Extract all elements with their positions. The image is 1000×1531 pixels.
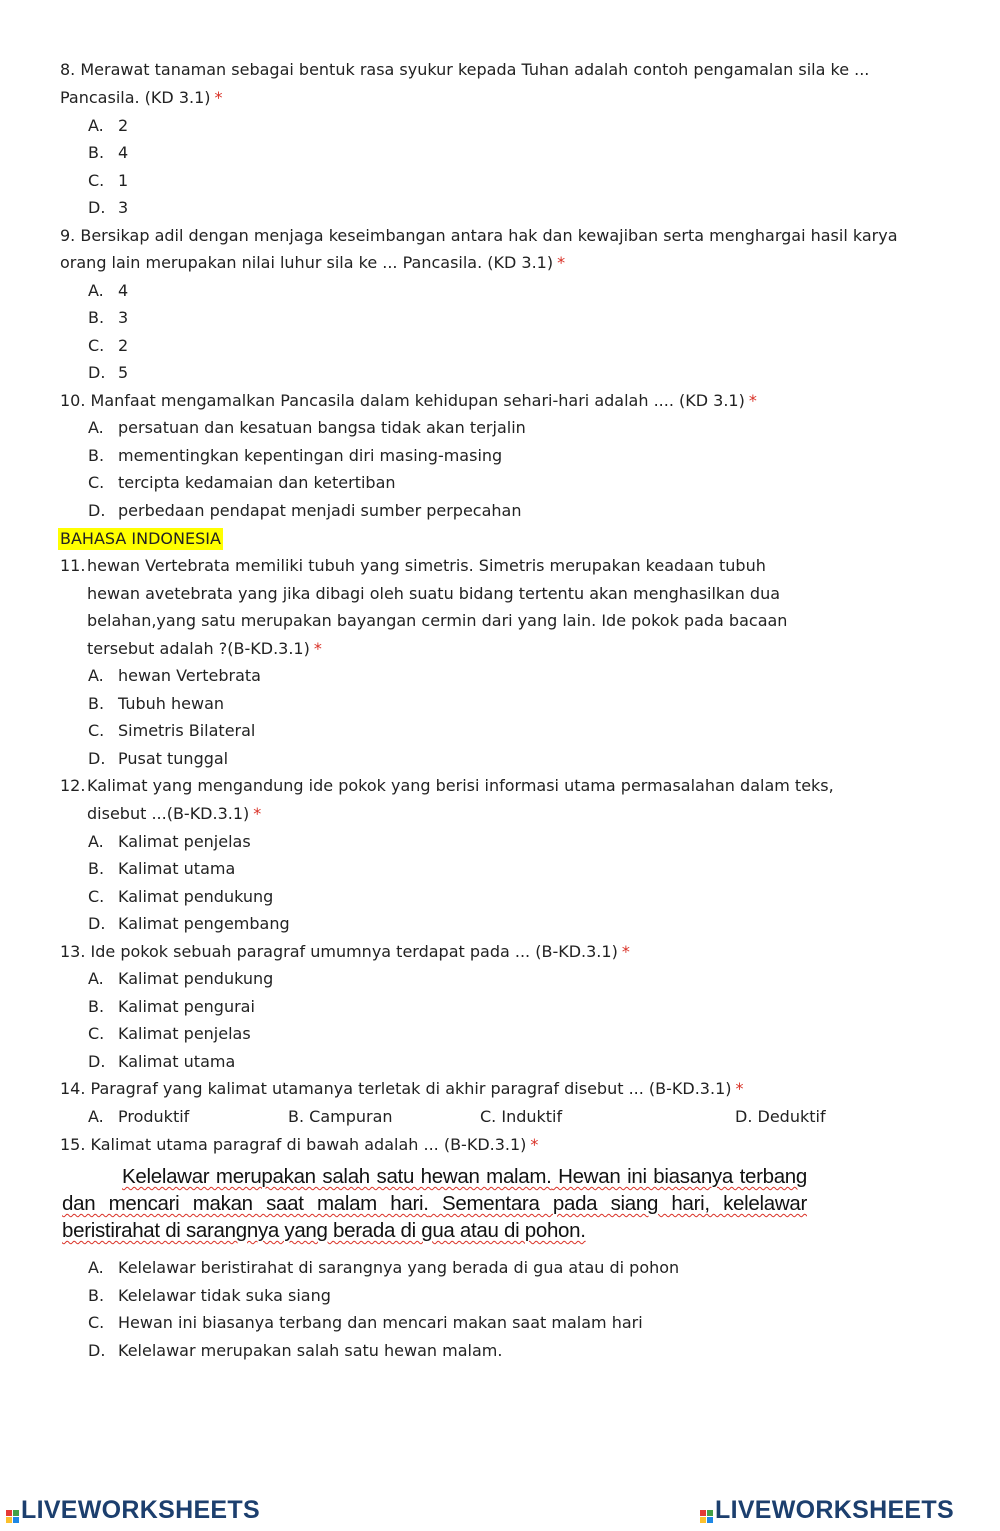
- q13-option-c[interactable]: C. Kalimat penjelas: [88, 1024, 251, 1043]
- required-mark: *: [253, 804, 262, 823]
- question-14-text: 14. Paragraf yang kalimat utamanya terletak di akhir paragraf disebut ... (B-KD.3.1) *: [60, 1079, 744, 1098]
- q11-option-b[interactable]: B. Tubuh hewan: [88, 694, 225, 713]
- q8-option-a[interactable]: A. 2: [88, 116, 129, 135]
- required-mark: *: [214, 88, 223, 107]
- q11-option-d[interactable]: D. Pusat tunggal: [88, 749, 229, 768]
- q9-option-a[interactable]: A. 4: [88, 281, 129, 300]
- question-8-text-cont: Pancasila. (KD 3.1) *: [60, 88, 223, 107]
- question-8-text: 8. Merawat tanaman sebagai bentuk rasa syukur kepada Tuhan adalah contoh pengamalan sila ke ...: [60, 60, 870, 79]
- liveworksheets-logo-right: LIVEWORKSHEETS: [700, 1496, 954, 1525]
- question-12-text-cont: disebut ...(B-KD.3.1) *: [87, 804, 262, 823]
- question-9-text-cont: orang lain merupakan nilai luhur sila ke ... Pancasila. (KD 3.1) *: [60, 253, 566, 272]
- question-11-number: 11.: [60, 556, 86, 575]
- section-heading: BAHASA INDONESIA: [60, 529, 221, 548]
- q10-option-a[interactable]: A. persatuan dan kesatuan bangsa tidak akan terjalin: [88, 418, 526, 437]
- q9-option-b[interactable]: B. 3: [88, 308, 129, 327]
- required-mark: *: [557, 253, 566, 272]
- question-11-text-cont: hewan avetebrata yang jika dibagi oleh suatu bidang tertentu akan menghasilkan dua: [87, 584, 781, 603]
- required-mark: *: [748, 391, 757, 410]
- q8-option-d[interactable]: D. 3: [88, 198, 129, 217]
- q12-option-c[interactable]: C. Kalimat pendukung: [88, 887, 274, 906]
- q12-option-b[interactable]: B. Kalimat utama: [88, 859, 236, 878]
- question-9-text: 9. Bersikap adil dengan menjaga keseimbangan antara hak dan kewajiban serta menghargai hasil karya: [60, 226, 898, 245]
- q11-option-c[interactable]: C. Simetris Bilateral: [88, 721, 256, 740]
- q9-option-c[interactable]: C. 2: [88, 336, 129, 355]
- question-13-text: 13. Ide pokok sebuah paragraf umumnya terdapat pada ... (B-KD.3.1) *: [60, 942, 630, 961]
- question-12-number: 12.: [60, 776, 86, 795]
- q11-option-a[interactable]: A. hewan Vertebrata: [88, 666, 261, 685]
- reading-passage: Kelelawar merupakan salah satu hewan malam. Hewan ini biasanya terbang dan mencari makan saat malam hari. Sementara pada siang hari, kelelawar beristirahat di sarangnya yang berada di gua atau di pohon.: [62, 1165, 808, 1242]
- q10-option-d[interactable]: D. perbedaan pendapat menjadi sumber perpecahan: [88, 501, 522, 520]
- q10-option-b[interactable]: B. mementingkan kepentingan diri masing-masing: [88, 446, 503, 465]
- liveworksheets-logo-left: LIVEWORKSHEETS: [6, 1496, 260, 1525]
- logo-grid-icon: [700, 1510, 713, 1523]
- q13-option-d[interactable]: D. Kalimat utama: [88, 1052, 236, 1071]
- q12-option-a[interactable]: A. Kalimat penjelas: [88, 832, 251, 851]
- q15-option-c[interactable]: C. Hewan ini biasanya terbang dan mencari makan saat malam hari: [88, 1313, 643, 1332]
- q14-option-b[interactable]: B. Campuran: [288, 1107, 393, 1126]
- question-11-text-cont: belahan,yang satu merupakan bayangan cermin dari yang lain. Ide pokok pada bacaan: [87, 611, 788, 630]
- q12-option-d[interactable]: D. Kalimat pengembang: [88, 914, 290, 933]
- required-mark: *: [530, 1135, 539, 1154]
- q15-option-b[interactable]: B. Kelelawar tidak suka siang: [88, 1286, 331, 1305]
- logo-grid-icon: [6, 1510, 19, 1523]
- q15-option-d[interactable]: D. Kelelawar merupakan salah satu hewan malam.: [88, 1341, 503, 1360]
- question-11-text: hewan Vertebrata memiliki tubuh yang simetris. Simetris merupakan keadaan tubuh: [87, 556, 766, 575]
- question-10-text: 10. Manfaat mengamalkan Pancasila dalam kehidupan sehari-hari adalah .... (KD 3.1) *: [60, 391, 757, 410]
- q8-option-b[interactable]: B. 4: [88, 143, 129, 162]
- required-mark: *: [313, 639, 322, 658]
- q9-option-d[interactable]: D. 5: [88, 363, 129, 382]
- q8-option-c[interactable]: C. 1: [88, 171, 129, 190]
- q13-option-a[interactable]: A. Kalimat pendukung: [88, 969, 274, 988]
- question-15-text: 15. Kalimat utama paragraf di bawah adalah ... (B-KD.3.1) *: [60, 1135, 539, 1154]
- q13-option-b[interactable]: B. Kalimat pengurai: [88, 997, 255, 1016]
- question-12-text: Kalimat yang mengandung ide pokok yang berisi informasi utama permasalahan dalam teks,: [87, 776, 834, 795]
- q14-option-c[interactable]: C. Induktif: [480, 1107, 563, 1126]
- q14-option-d[interactable]: D. Deduktif: [735, 1107, 826, 1126]
- required-mark: *: [735, 1079, 744, 1098]
- question-11-text-cont: tersebut adalah ?(B-KD.3.1) *: [87, 639, 322, 658]
- required-mark: *: [621, 942, 630, 961]
- q14-option-a[interactable]: A. Produktif: [88, 1107, 190, 1126]
- q10-option-c[interactable]: C. tercipta kedamaian dan ketertiban: [88, 473, 396, 492]
- q15-option-a[interactable]: A. Kelelawar beristirahat di sarangnya yang berada di gua atau di pohon: [88, 1258, 680, 1277]
